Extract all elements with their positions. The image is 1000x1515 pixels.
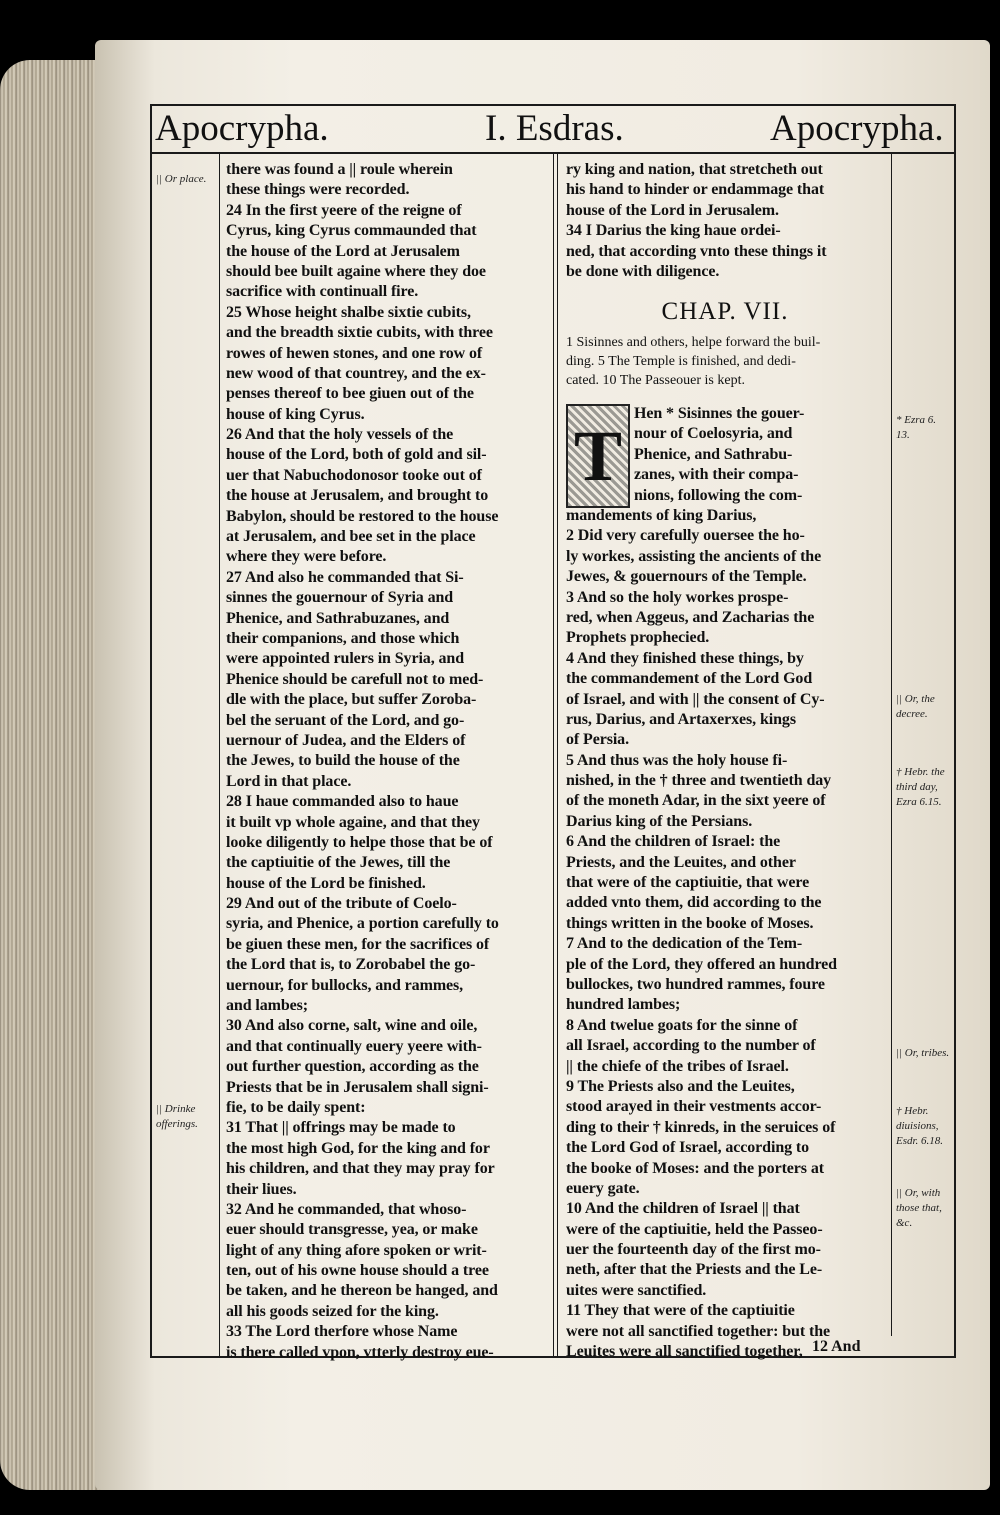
- text-line: 34 I Darius the king haue ordei-: [566, 222, 781, 240]
- text-line: house of the Lord be finished.: [226, 874, 426, 892]
- text-line: ding. 5 The Temple is finished, and dedi-: [566, 354, 796, 369]
- text-line: be giuen these men, for the sacrifices of: [226, 935, 490, 953]
- text-line: Prophets prophecied.: [566, 629, 710, 647]
- text-line: all Israel, according to the number of: [566, 1037, 816, 1055]
- text-line: house of king Cyrus.: [226, 405, 365, 423]
- text-line: the house at Jerusalem, and brought to: [226, 487, 489, 505]
- text-line: uites were sanctified.: [566, 1281, 707, 1299]
- drop-cap-initial: [566, 404, 630, 508]
- text-line: rus, Darius, and Artaxerxes, kings: [566, 710, 796, 728]
- text-line: Cyrus, king Cyrus commaunded that: [226, 222, 477, 240]
- text-line: bullockes, two hundred rammes, foure: [566, 975, 825, 993]
- text-line: rowes of hewen stones, and one row of: [226, 344, 483, 362]
- text-line: cated. 10 The Passeouer is kept.: [566, 373, 745, 388]
- text-line: the captiuitie of the Jewes, till the: [226, 854, 451, 872]
- margin-note: † Hebr. diuisions, Esdr. 6.18.: [896, 1105, 944, 1147]
- left-text-column: [226, 160, 548, 1363]
- text-line: all his goods seized for the king.: [226, 1302, 439, 1320]
- text-line: mandements of king Darius,: [566, 507, 757, 524]
- text-line: 1 Sisinnes and others, helpe forward the buil-: [566, 335, 821, 350]
- text-line: and that continually euery yeere with-: [226, 1037, 482, 1055]
- text-line: were of the captiuitie, held the Passeo-: [566, 1220, 823, 1238]
- text-line: Hen * Sisinnes the gouer-: [634, 405, 805, 422]
- text-line: that were of the captiuitie, that were: [566, 874, 810, 892]
- text-line: there was found a || roule wherein: [226, 161, 453, 178]
- right-text-column-body: [566, 506, 888, 1362]
- text-line: things written in the booke of Moses.: [566, 914, 814, 932]
- text-line: Babylon, should be restored to the house: [226, 507, 499, 525]
- text-line: the most high God, for the king and for: [226, 1139, 490, 1157]
- text-line: 4 And they finished these things, by: [566, 649, 804, 667]
- text-line: euery gate.: [566, 1179, 640, 1197]
- text-line: euer should transgresse, yea, or make: [226, 1221, 478, 1239]
- right-margin-rule: [891, 152, 892, 1336]
- running-head-left: Apocrypha.: [155, 108, 329, 149]
- text-line: || the chiefe of the tribes of Israel.: [566, 1057, 789, 1075]
- text-line: looke diligently to helpe those that be of: [226, 833, 493, 851]
- text-line: Darius king of the Persians.: [566, 812, 753, 830]
- text-line: Lord in that place.: [226, 772, 352, 790]
- text-line: the house of the Lord at Jerusalem: [226, 242, 460, 260]
- text-line: were appointed rulers in Syria, and: [226, 650, 465, 668]
- text-line: red, when Aggeus, and Zacharias the: [566, 608, 815, 626]
- text-line: stood arayed in their vestments accor-: [566, 1098, 822, 1116]
- text-line: Priests that be in Jerusalem shall signi-: [226, 1078, 489, 1096]
- text-line: nished, in the † three and twentieth day: [566, 772, 832, 790]
- text-line: uer the fourteenth day of the first mo-: [566, 1241, 821, 1259]
- right-text-column-top: [566, 160, 888, 282]
- text-line: the booke of Moses: and the porters at: [566, 1159, 824, 1177]
- margin-note: || Or place.: [156, 173, 207, 185]
- running-head-right: Apocrypha.: [770, 108, 944, 149]
- text-line: 5 And thus was the holy house fi-: [566, 751, 788, 769]
- text-line: 28 I haue commanded also to haue: [226, 793, 459, 811]
- top-rule: [150, 104, 956, 106]
- text-line: Phenice should be carefull not to med-: [226, 670, 484, 688]
- text-line: of Israel, and with || the consent of Cy-: [566, 690, 825, 708]
- text-line: out further question, according as the: [226, 1058, 479, 1076]
- text-line: uernour of Judea, and the Elders of: [226, 731, 466, 749]
- text-line: 27 And also he commanded that Si-: [226, 568, 464, 586]
- text-line: the Jewes, to build the house of the: [226, 752, 460, 770]
- text-line: 29 And out of the tribute of Coelo-: [226, 895, 457, 913]
- left-margin-rule: [219, 152, 220, 1356]
- text-line: 33 The Lord therfore whose Name: [226, 1323, 458, 1341]
- text-line: 31 That || offrings may be made to: [226, 1119, 456, 1137]
- text-line: his hand to hinder or endammage that: [566, 181, 825, 199]
- text-line: Phenice, and Sathrabu-: [634, 445, 793, 463]
- center-column-rule: [553, 152, 554, 1356]
- text-line: penses thereof to bee giuen out of the: [226, 385, 474, 403]
- text-line: light of any thing afore spoken or writ-: [226, 1241, 487, 1259]
- text-line: 10 And the children of Israel || that: [566, 1200, 800, 1218]
- text-line: uer that Nabuchodonosor tooke out of: [226, 466, 482, 484]
- text-line: neth, after that the Priests and the Le-: [566, 1261, 823, 1279]
- text-line: their companions, and those which: [226, 629, 460, 647]
- drop-cap-letter: T: [568, 406, 628, 506]
- text-line: ding to their † kinreds, in the seruices of: [566, 1118, 836, 1136]
- margin-note: † Hebr. the third day, Ezra 6.15.: [896, 766, 945, 808]
- text-line: 11 They that were of the captiuitie: [566, 1302, 795, 1320]
- text-line: of the moneth Adar, in the sixt yeere of: [566, 792, 826, 810]
- text-line: zanes, with their compa-: [634, 466, 799, 484]
- text-line: nour of Coelosyria, and: [634, 425, 793, 443]
- text-line: 24 In the first yeere of the reigne of: [226, 201, 462, 219]
- text-line: nions, following the com-: [634, 486, 803, 504]
- text-line: added vnto them, did according to the: [566, 894, 822, 912]
- text-line: of Persia.: [566, 731, 629, 749]
- text-line: be done with diligence.: [566, 262, 720, 280]
- text-line: 25 Whose height shalbe sixtie cubits,: [226, 303, 471, 321]
- text-line: the Lord that is, to Zorobabel the go-: [226, 956, 476, 974]
- text-line: 30 And also corne, salt, wine and oile,: [226, 1017, 478, 1035]
- center-column-rule-2: [557, 152, 558, 1356]
- text-line: 3 And so the holy workes prospe-: [566, 588, 789, 606]
- text-line: 6 And the children of Israel: the: [566, 833, 781, 851]
- text-line: hundred lambes;: [566, 996, 681, 1014]
- text-line: ry king and nation, that stretcheth out: [566, 161, 823, 178]
- text-line: 2 Did very carefully ouersee the ho-: [566, 527, 805, 545]
- text-line: the commandement of the Lord God: [566, 670, 813, 688]
- text-line: sinnes the gouernour of Syria and: [226, 589, 454, 607]
- text-line: house of the Lord in Jerusalem.: [566, 201, 779, 219]
- text-line: dle with the place, but suffer Zoroba-: [226, 691, 477, 709]
- text-line: his children, and that they may pray for: [226, 1160, 495, 1178]
- margin-note: * Ezra 6. 13.: [896, 414, 937, 441]
- text-line: uernour, for bullocks, and rammes,: [226, 976, 464, 994]
- text-line: ned, that according vnto these things it: [566, 242, 827, 260]
- text-line: were not all sanctified together: but the: [566, 1322, 831, 1340]
- catchword: 12 And: [812, 1338, 861, 1355]
- text-line: 7 And to the dedication of the Tem-: [566, 935, 803, 953]
- right-text-column-dropcap: [634, 404, 888, 506]
- chapter-title: CHAP. VII.: [661, 298, 789, 325]
- text-line: 9 The Priests also and the Leuites,: [566, 1077, 795, 1095]
- text-line: house of the Lord, both of gold and sil-: [226, 446, 487, 464]
- margin-note: || Or, the decree.: [896, 693, 935, 720]
- text-line: these things were recorded.: [226, 181, 410, 199]
- text-line: and the breadth sixtie cubits, with three: [226, 324, 493, 342]
- text-line: ple of the Lord, they offered an hundred: [566, 955, 837, 973]
- text-line: syria, and Phenice, a portion carefully to: [226, 915, 499, 933]
- text-line: their liues.: [226, 1180, 297, 1198]
- text-line: Jewes, & gouernours of the Temple.: [566, 568, 807, 586]
- running-head-center: I. Esdras.: [485, 108, 624, 149]
- text-line: be taken, and he thereon be hanged, and: [226, 1282, 498, 1300]
- text-line: bel the seruant of the Lord, and go-: [226, 711, 465, 729]
- frame-right-rule: [954, 104, 956, 1358]
- text-line: should bee built againe where they doe: [226, 262, 486, 280]
- margin-note: || Or, tribes.: [896, 1047, 950, 1059]
- text-line: it built vp whole againe, and that they: [226, 813, 480, 831]
- text-line: ten, out of his owne house should a tree: [226, 1262, 489, 1280]
- text-line: fie, to be daily spent:: [226, 1098, 366, 1116]
- frame-left-rule: [150, 104, 152, 1358]
- text-line: 32 And he commanded, that whoso-: [226, 1200, 467, 1218]
- text-line: the Lord God of Israel, according to: [566, 1139, 810, 1157]
- text-line: is there called vpon, vtterly destroy eue-: [226, 1343, 494, 1361]
- text-line: Priests, and the Leuites, and other: [566, 853, 796, 871]
- margin-note: || Or, with those that, &c.: [896, 1187, 942, 1229]
- chapter-summary: [566, 333, 888, 390]
- text-line: ly workes, assisting the ancients of the: [566, 547, 822, 565]
- text-line: 26 And that the holy vessels of the: [226, 426, 454, 444]
- text-line: at Jerusalem, and bee set in the place: [226, 528, 476, 546]
- margin-note: || Drinke offerings.: [156, 1103, 198, 1130]
- text-line: sacrifice with continuall fire.: [226, 283, 419, 301]
- text-line: Leuites were all sanctified together,: [566, 1343, 803, 1361]
- text-line: 8 And twelue goats for the sinne of: [566, 1016, 798, 1034]
- text-line: Phenice, and Sathrabuzanes, and: [226, 609, 450, 627]
- text-line: and lambes;: [226, 997, 309, 1015]
- text-line: new wood of that countrey, and the ex-: [226, 364, 486, 382]
- text-line: where they were before.: [226, 548, 387, 566]
